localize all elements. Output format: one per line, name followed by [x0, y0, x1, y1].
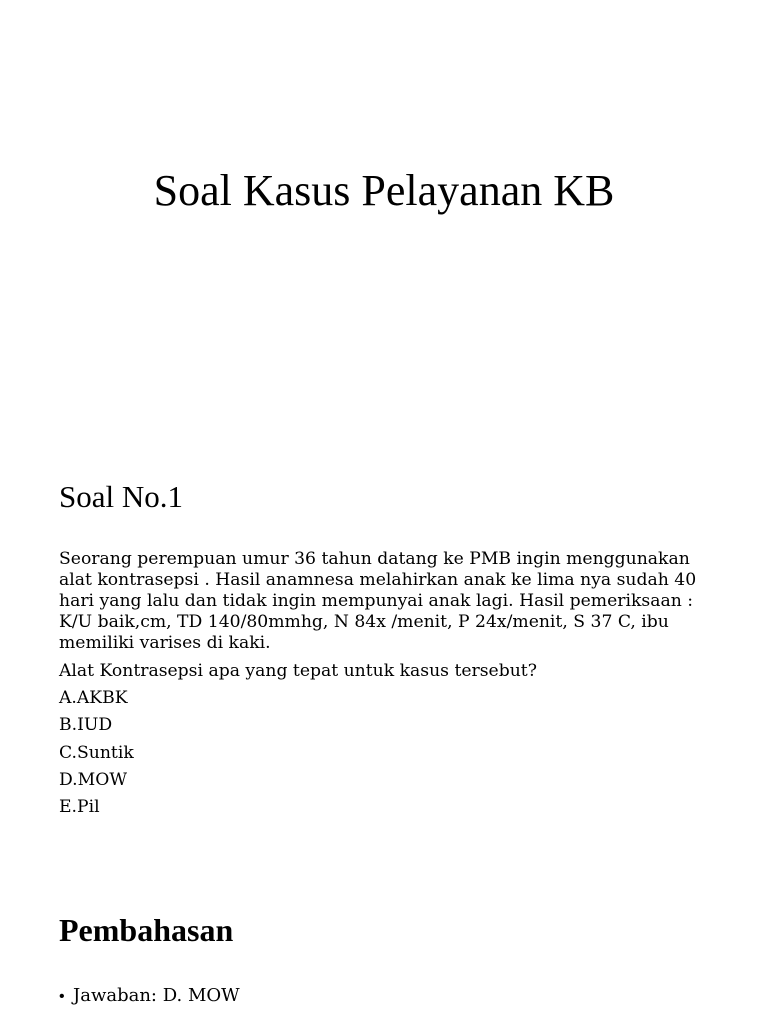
discussion-heading: Pembahasan — [59, 912, 234, 948]
option-a: A.AKBK — [59, 688, 128, 708]
question-text: Seorang perempuan umur 36 tahun datang ke PMB ingin menggunakan alat kontrasepsi . Hasil anamnesa melahirkan anak ke lima nya sudah 40 hari yang lalu dan tidak ingin mempunyai anak lagi. Hasil pemeriksaan : K/U baik,cm, TD 140/80mmhg, N 84x /menit, P 24x/menit, S 37 C, ibu memiliki varises di kaki. — [59, 549, 697, 653]
option-c: C.Suntik — [59, 742, 134, 763]
option-b: B.IUD — [59, 715, 113, 736]
bullet-icon: • — [59, 988, 65, 1005]
answer-text: Jawaban: D. MOW — [73, 985, 240, 1006]
option-d: D.MOW — [59, 769, 127, 790]
question-prompt: Alat Kontrasepsi apa yang tepat untuk kasus tersebut? — [59, 661, 537, 681]
option-e: E.Pil — [59, 797, 100, 818]
question-heading: Soal No.1 — [59, 479, 183, 514]
answer-item — [59, 984, 240, 1009]
answer-options — [59, 687, 134, 823]
slide-title: Soal Kasus Pelayanan KB — [153, 166, 615, 215]
